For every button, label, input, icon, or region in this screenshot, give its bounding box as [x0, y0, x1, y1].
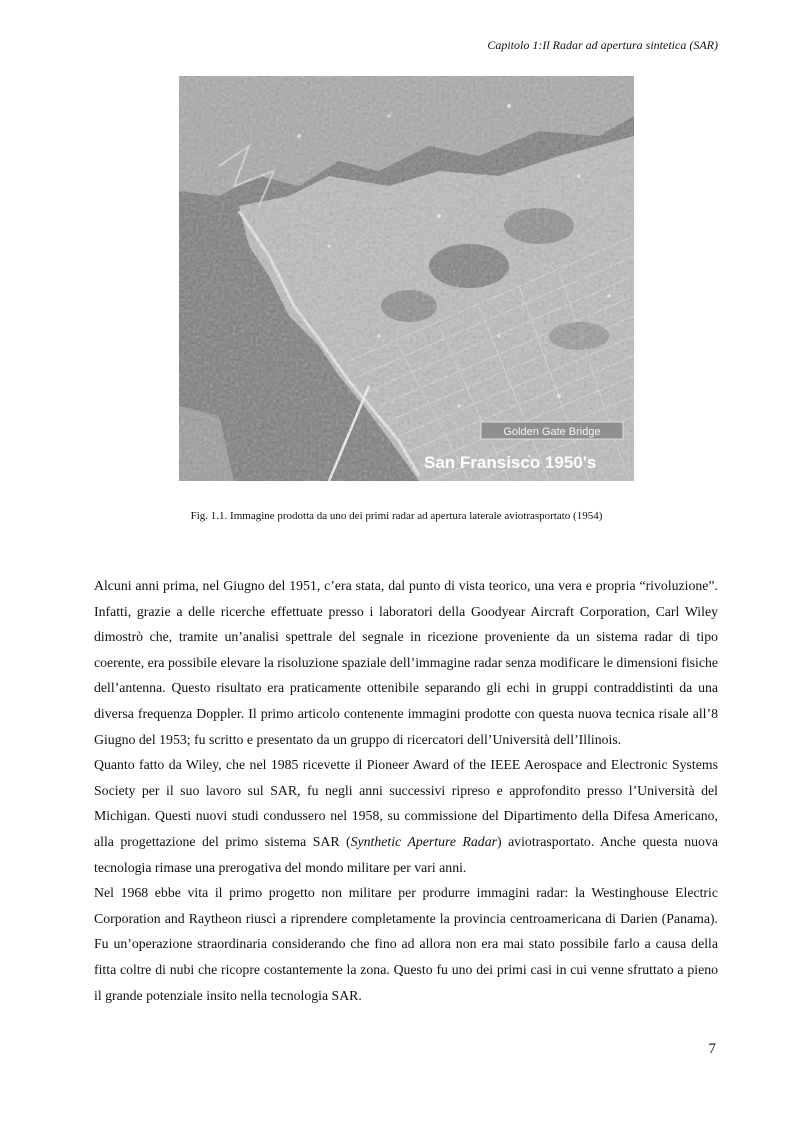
paragraph-2-start: Quanto fatto da Wiley, che nel 1985 ricevette il Pioneer Award of the IEEE Aerospace and Electronic Systems Society per il suo lavoro sul SAR, fu negli anni successivi ripreso e approfondito presso l’Università del Michigan. Questi nuovi studi condussero nel 1958, su commissione del Dipartimento della Difesa Americano, alla progettazione del primo sistema SAR ( [94, 757, 718, 849]
paragraph-2-end: ) aviotrasportato. Anche questa nuova tecnologia rimase una prerogativa del mondo militare per vari anni. [94, 833, 718, 875]
paragraph-2-term: Synthetic Aperture Radar [350, 833, 497, 849]
page-number: 7 [708, 1041, 716, 1057]
paragraph-1: Alcuni anni prima, nel Giugno del 1951, c’era stata, dal punto di vista teorico, una vera e propria “rivoluzione”. Infatti, grazie a delle ricerche effettuate presso i laboratori della Goodyear Aircraft Corporation, Carl Wiley dimostrò che, tramite un’analisi spettrale del segnale in ricezione proveniente da un sistema radar di tipo coerente, era possibile elevare la risoluzione spaziale dell’immagine radar senza modificare le dimensioni fisiche dell’antenna. Questo risultato era praticamente ottenibile separando gli echi in gruppi contraddistinti da una diversa frequenza Doppler. Il primo articolo contenente immagini prodotte con questa nuova tecnica risale all’8 Giugno del 1953; fu scritto e presentato da un gruppo di ricercatori dell’Università dell’Illinois. [94, 578, 718, 747]
paragraph-3: Nel 1968 ebbe vita il primo progetto non militare per produrre immagini radar: la Westinghouse Electric Corporation and Raytheon riuscì a riprendere completamente la provincia centroamericana di Darien (Panama). Fu un’operazione straordinaria considerando che fino ad allora non era mai stato possibile farlo a causa della fitta coltre di nubi che ricopre costantemente la zona. Questo fu uno dei primi casi in cui venne sfruttato a pieno il grande potenziale insito nella tecnologia SAR. [94, 885, 718, 1003]
bridge-label: Golden Gate Bridge [503, 426, 601, 438]
sar-radar-image [179, 76, 634, 481]
radar-image-svg [179, 76, 634, 481]
texture-overlay [179, 76, 634, 481]
body-text [94, 573, 718, 1008]
figure-caption: Fig. 1.1. Immagine prodotta da uno dei primi radar ad apertura laterale aviotrasportato (1954) [190, 510, 603, 522]
city-label: San Fransisco 1950's [424, 453, 597, 472]
running-header: Capitolo 1:Il Radar ad apertura sintetica (SAR) [487, 38, 718, 52]
paragraph-2 [94, 752, 718, 880]
